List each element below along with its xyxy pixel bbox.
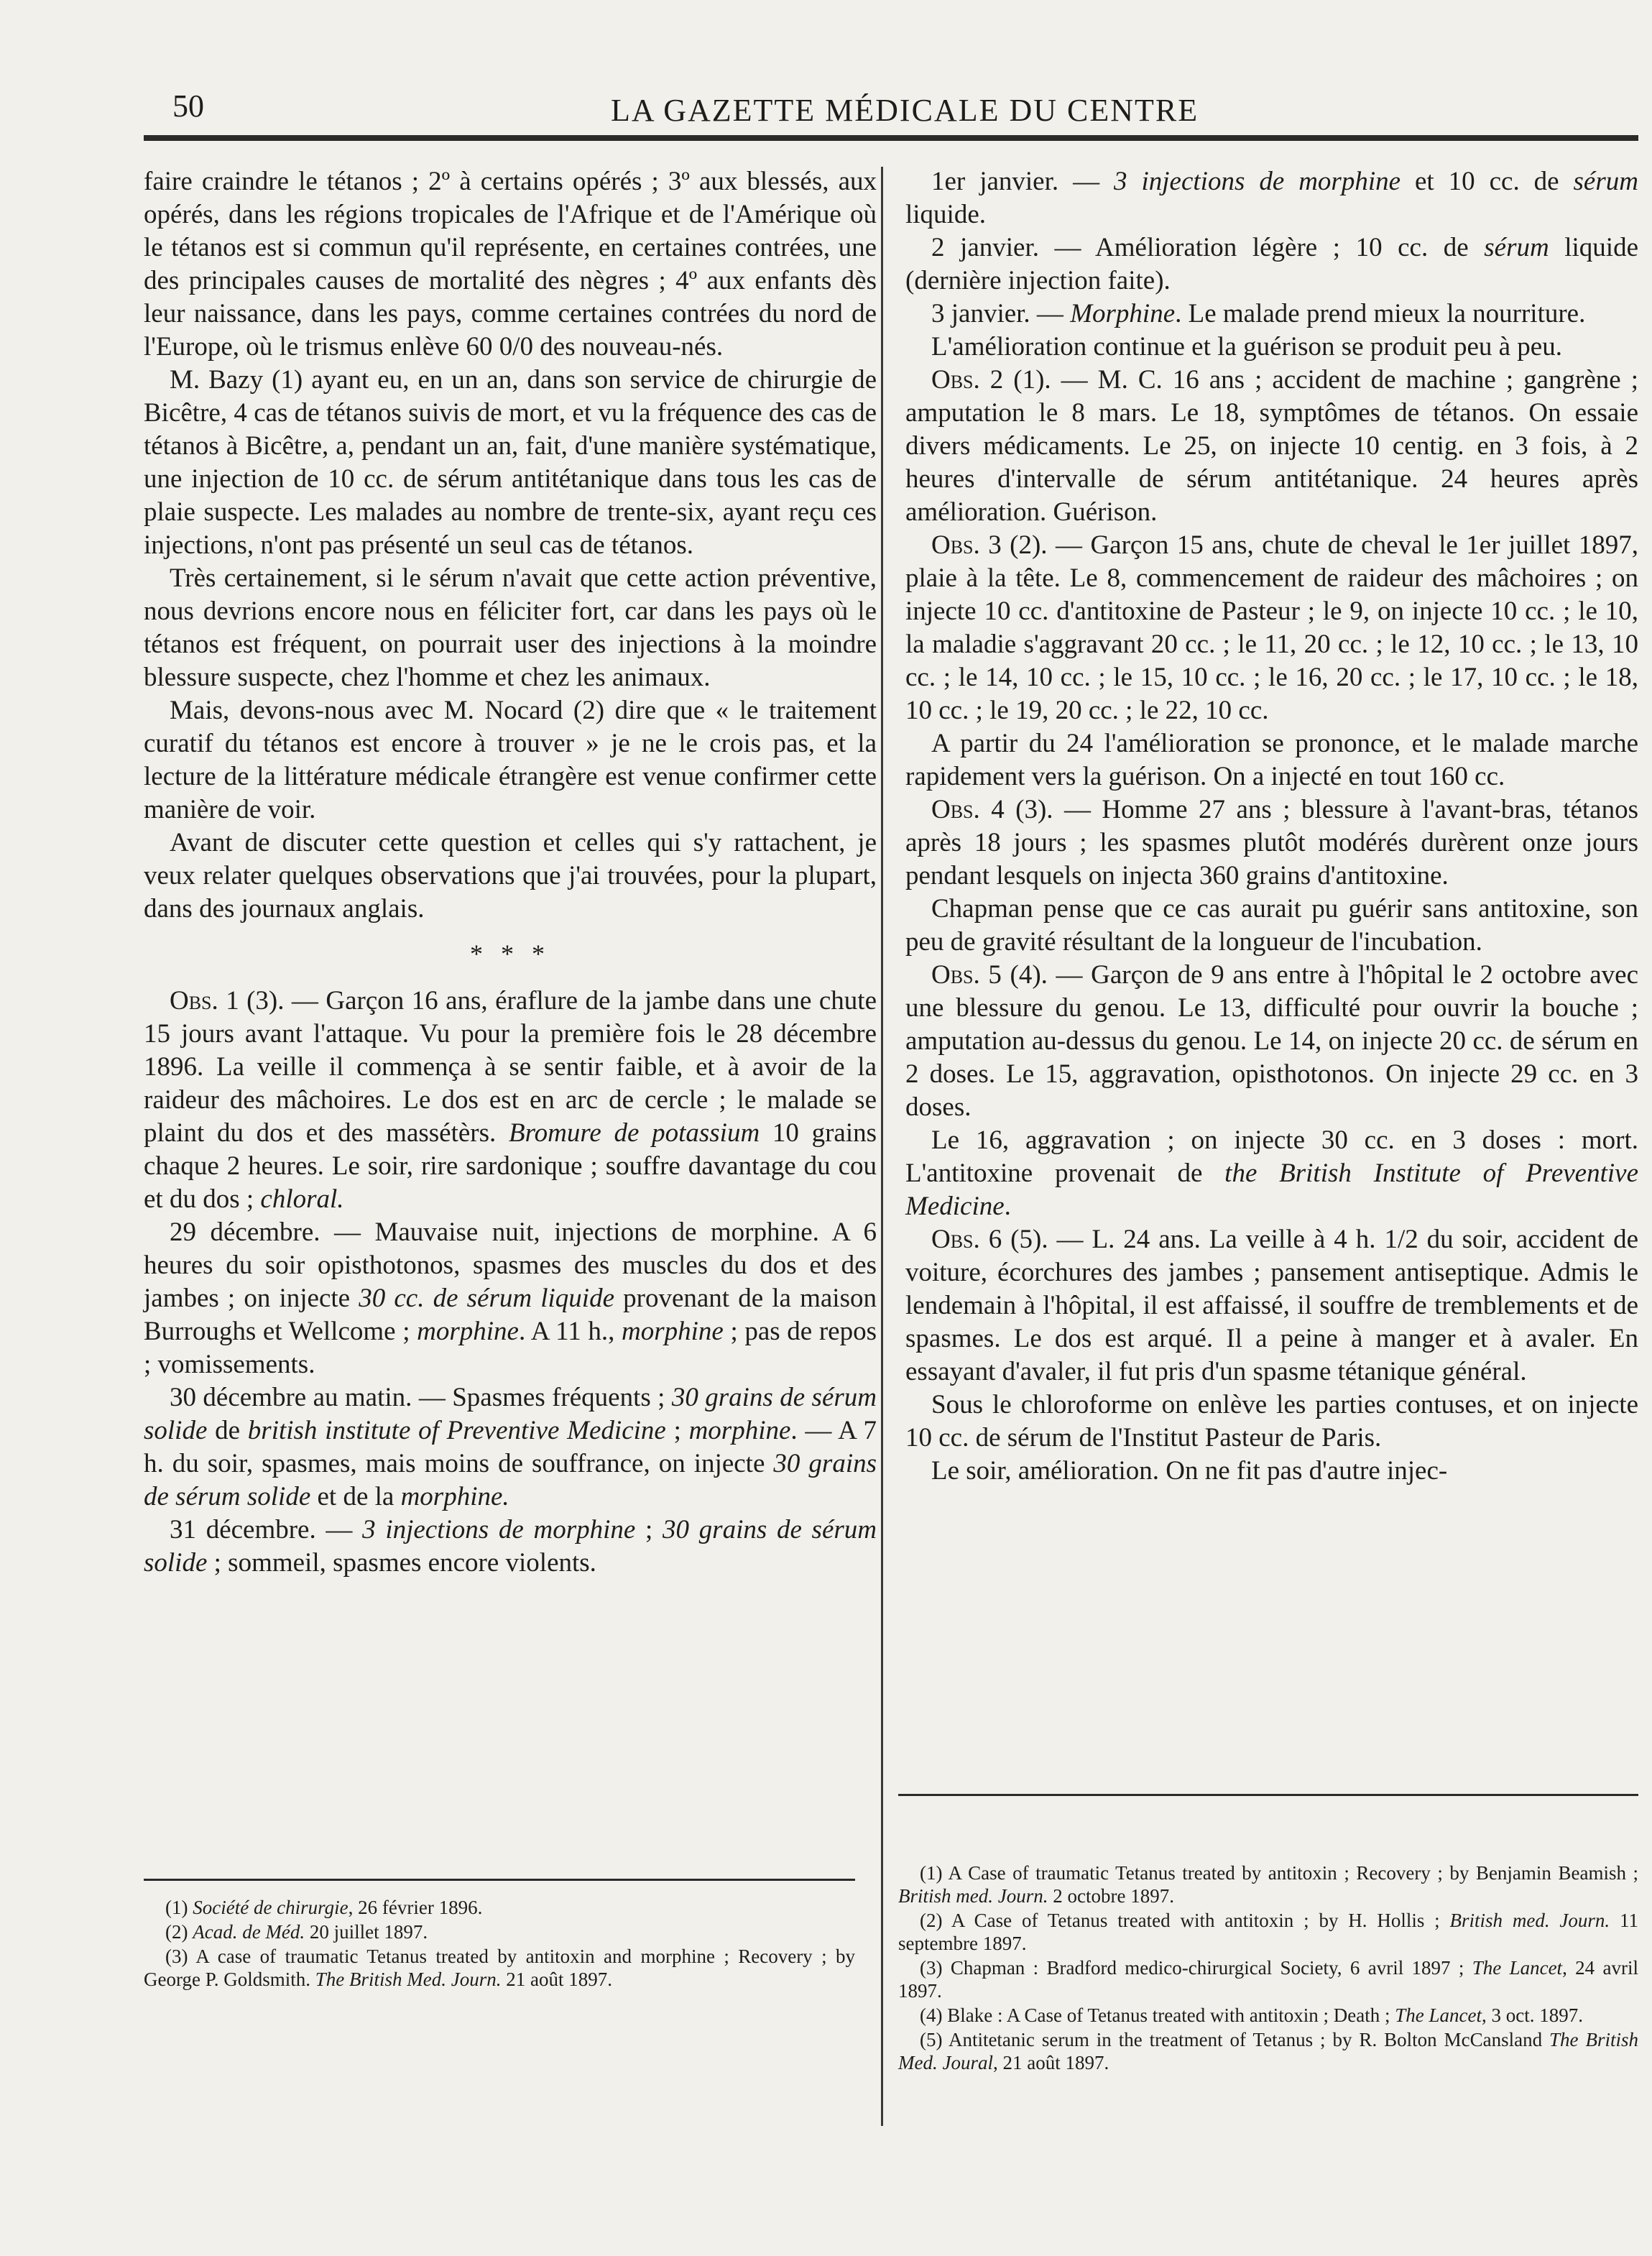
footnote: (5) Antitetanic serum in the treatment of Tetanus ; by R. Bolton McCansland The British Med. Joural, 21 août 1897. bbox=[898, 2029, 1638, 2073]
footnote: (3) A case of traumatic Tetanus treated by antitoxin and morphine ; Recovery ; by George P. Goldsmith. The British Med. Journ. 21 août 1897. bbox=[144, 1946, 855, 1990]
paragraph: L'amélioration continue et la guérison se produit peu à peu. bbox=[931, 332, 1562, 362]
footnote: (4) Blake : A Case of Tetanus treated with antitoxin ; Death ; The Lancet, 3 oct. 1897. bbox=[920, 2004, 1583, 2026]
page-number: 50 bbox=[172, 88, 204, 124]
paragraph: Chapman pense que ce cas aurait pu guérir sans antitoxine, son peu de gravité résultant de la longueur de l'incubation. bbox=[905, 894, 1638, 957]
footnotes-left bbox=[144, 1896, 855, 1992]
observation-1: Obs. 1 (3). — Garçon 16 ans, éraflure de la jambe dans une chute 15 jours avant l'attaque. Vu pour la première fois le 28 décembre 1896. La veille il commença à se sentir faible, et à avoir de la raideur des mâchoires. Le dos est en arc de cercle ; le malade se plaint du dos et des massétèrs. Bromure de potassium 10 grains chaque 2 heures. Le soir, rire sardonique ; souffre davantage du cou et du dos ; chloral. bbox=[144, 986, 877, 1214]
obs-label: Obs. 4 (3). bbox=[931, 795, 1053, 824]
left-column bbox=[144, 165, 877, 1580]
footnote: (2) Acad. de Méd. 20 juillet 1897. bbox=[165, 1921, 428, 1943]
footnote: (1) A Case of traumatic Tetanus treated by antitoxin ; Recovery ; by Benjamin Beamish ; British med. Journ. 2 octobre 1897. bbox=[898, 1862, 1638, 1907]
header-rule bbox=[144, 135, 1638, 141]
entry-1-janvier: 1er janvier. — 3 injections de morphine et 10 cc. de sérum liquide. bbox=[905, 167, 1638, 229]
obs-label: Obs. 6 (5). bbox=[931, 1225, 1048, 1254]
paragraph: Le 16, aggravation ; on injecte 30 cc. en 3 doses : mort. L'antitoxine provenait de the British Institute of Preventive Medicine. bbox=[905, 1125, 1638, 1221]
observation-6: Obs. 6 (5). — L. 24 ans. La veille à 4 h. 1/2 du soir, accident de voiture, écorchures des jambes ; pansement antiseptique. Admis le lendemain à l'hôpital, il est affaissé, il souffre de tremblements et de spasmes. Le dos est arqué. Il a peine à manger et à avaler. En essayant d'avaler, il fut pris d'un spasme tétanique général. bbox=[905, 1225, 1638, 1386]
footnotes-right bbox=[898, 1861, 1638, 2076]
observation-4: Obs. 4 (3). — Homme 27 ans ; blessure à l'avant-bras, tétanos après 18 jours ; les spasmes plutôt modérés durèrent onze jours pendant lesquels on injecta 360 grains d'antitoxine. bbox=[905, 795, 1638, 890]
paragraph: Mais, devons-nous avec M. Nocard (2) dire que « le traitement curatif du tétanos est encore à trouver » je ne le crois pas, et la lecture de la littérature médicale étrangère est venue confirmer cette manière de voir. bbox=[144, 696, 877, 824]
paragraph: Très certainement, si le sérum n'avait que cette action préventive, nous devrions encore nous en féliciter fort, car dans les pays où le tétanos est fréquent, on pourrait user des injections à la moindre blessure suspecte, chez l'homme et chez les animaux. bbox=[144, 563, 877, 692]
obs-label: Obs. 2 (1). bbox=[931, 365, 1051, 395]
entry-2-janvier: 2 janvier. — Amélioration légère ; 10 cc. de sérum liquide (dernière injection faite). bbox=[905, 233, 1639, 295]
entry-29-decembre: 29 décembre. — Mauvaise nuit, injections de morphine. A 6 heures du soir opisthotonos, spasmes des muscles du dos et des jambes ; on injecte 30 cc. de sérum liquide provenant de la maison Burroughs et Wellcome ; morphine. A 11 h., morphine ; pas de repos ; vomissements. bbox=[144, 1217, 877, 1379]
entry-3-janvier: 3 janvier. — Morphine. Le malade prend mieux la nourriture. bbox=[931, 299, 1586, 328]
footnote: (2) A Case of Tetanus treated with antitoxin ; by H. Hollis ; British med. Journ. 11 septembre 1897. bbox=[898, 1910, 1638, 1954]
observation-3: Obs. 3 (2). — Garçon 15 ans, chute de cheval le 1er juillet 1897, plaie à la tête. Le 8, commencement de raideur des mâchoires ; on injecte 10 cc. d'antitoxine de Pasteur ; le 9, on injecte 10 cc. ; le 10, la maladie s'aggravant 20 cc. ; le 11, 20 cc. ; le 12, 10 cc. ; le 13, 10 cc. ; le 14, 10 cc. ; le 15, 10 cc. ; le 16, 20 cc. ; le 17, 10 cc. ; le 18, 10 cc. ; le 19, 20 cc. ; le 22, 10 cc. bbox=[905, 530, 1638, 725]
obs-label: Obs. 1 (3). bbox=[170, 986, 285, 1016]
journal-title: LA GAZETTE MÉDICALE DU CENTRE bbox=[611, 93, 1199, 128]
footnote: (1) Société de chirurgie, 26 février 1896. bbox=[165, 1897, 483, 1918]
footnote: (3) Chapman : Bradford medico-chirurgical Society, 6 avril 1897 ; The Lancet, 24 avril 1897. bbox=[898, 1957, 1638, 2002]
paragraph: M. Bazy (1) ayant eu, en un an, dans son service de chirurgie de Bicêtre, 4 cas de tétanos suivis de mort, et vu la fréquence des cas de tétanos à Bicêtre, a, pendant un an, fait, d'une manière systématique, une injection de 10 cc. de sérum antitétanique dans tous les cas de plaie suspecte. Les malades au nombre de trente-six, ayant reçu ces injections, n'ont pas présenté un seul cas de tétanos. bbox=[144, 365, 877, 560]
footnote-rule bbox=[144, 1879, 855, 1881]
page-header bbox=[144, 85, 1509, 135]
entry-30-decembre: 30 décembre au matin. — Spasmes fréquents ; 30 grains de sérum solide de british institute of Preventive Medicine ; morphine. — A 7 h. du soir, spasmes, mais moins de souffrance, on injecte 30 grains de sérum solide et de la morphine. bbox=[144, 1383, 877, 1511]
column-divider bbox=[881, 167, 883, 2126]
footnote-rule bbox=[898, 1794, 1638, 1796]
entry-31-decembre: 31 décembre. — 3 injections de morphine ; 30 grains de sérum solide ; sommeil, spasmes encore violents. bbox=[144, 1515, 877, 1578]
paragraph: faire craindre le tétanos ; 2º à certains opérés ; 3º aux blessés, aux opérés, dans les régions tropicales de l'Afrique et de l'Amérique où le tétanos est si commun qu'il représente, en certaines contrées, une des principales causes de mortalité des nègres ; 4º aux enfants dès leur naissance, dans les pays, comme certaines contrées du nord de l'Europe, où le trismus enlève 60 0/0 des nouveau-nés. bbox=[144, 167, 877, 362]
paragraph: Le soir, amélioration. On ne fit pas d'autre injec- bbox=[931, 1456, 1448, 1486]
observation-5: Obs. 5 (4). — Garçon de 9 ans entre à l'hôpital le 2 octobre avec une blessure du genou. Le 13, difficulté pour ouvrir la bouche ; amputation au-dessus du genou. Le 14, on injecte 20 cc. de sérum en 2 doses. Le 15, aggravation, opisthotonos. On injecte 29 cc. en 3 doses. bbox=[905, 960, 1639, 1122]
right-column bbox=[905, 165, 1638, 1488]
paragraph: Avant de discuter cette question et celles qui s'y rattachent, je veux relater quelques observations que j'ai trouvées, pour la plupart, dans des journaux anglais. bbox=[144, 828, 877, 924]
paragraph: A partir du 24 l'amélioration se prononce, et le malade marche rapidement vers la guérison. On a injecté en tout 160 cc. bbox=[905, 729, 1638, 791]
paragraph: Sous le chloroforme on enlève les parties contuses, et on injecte 10 cc. de sérum de l'Institut Pasteur de Paris. bbox=[905, 1390, 1638, 1452]
obs-label: Obs. 5 (4). bbox=[931, 960, 1048, 990]
observation-2: Obs. 2 (1). — M. C. 16 ans ; accident de machine ; gangrène ; amputation le 8 mars. Le 18, symptômes de tétanos. On essaie divers médicaments. Le 25, on injecte 10 centig. en 3 fois, à 2 heures d'intervalle de sérum antitétanique. 24 heures après amélioration. Guérison. bbox=[905, 365, 1638, 527]
obs-label: Obs. 3 (2). bbox=[931, 530, 1048, 560]
section-separator: * * * bbox=[470, 939, 550, 968]
